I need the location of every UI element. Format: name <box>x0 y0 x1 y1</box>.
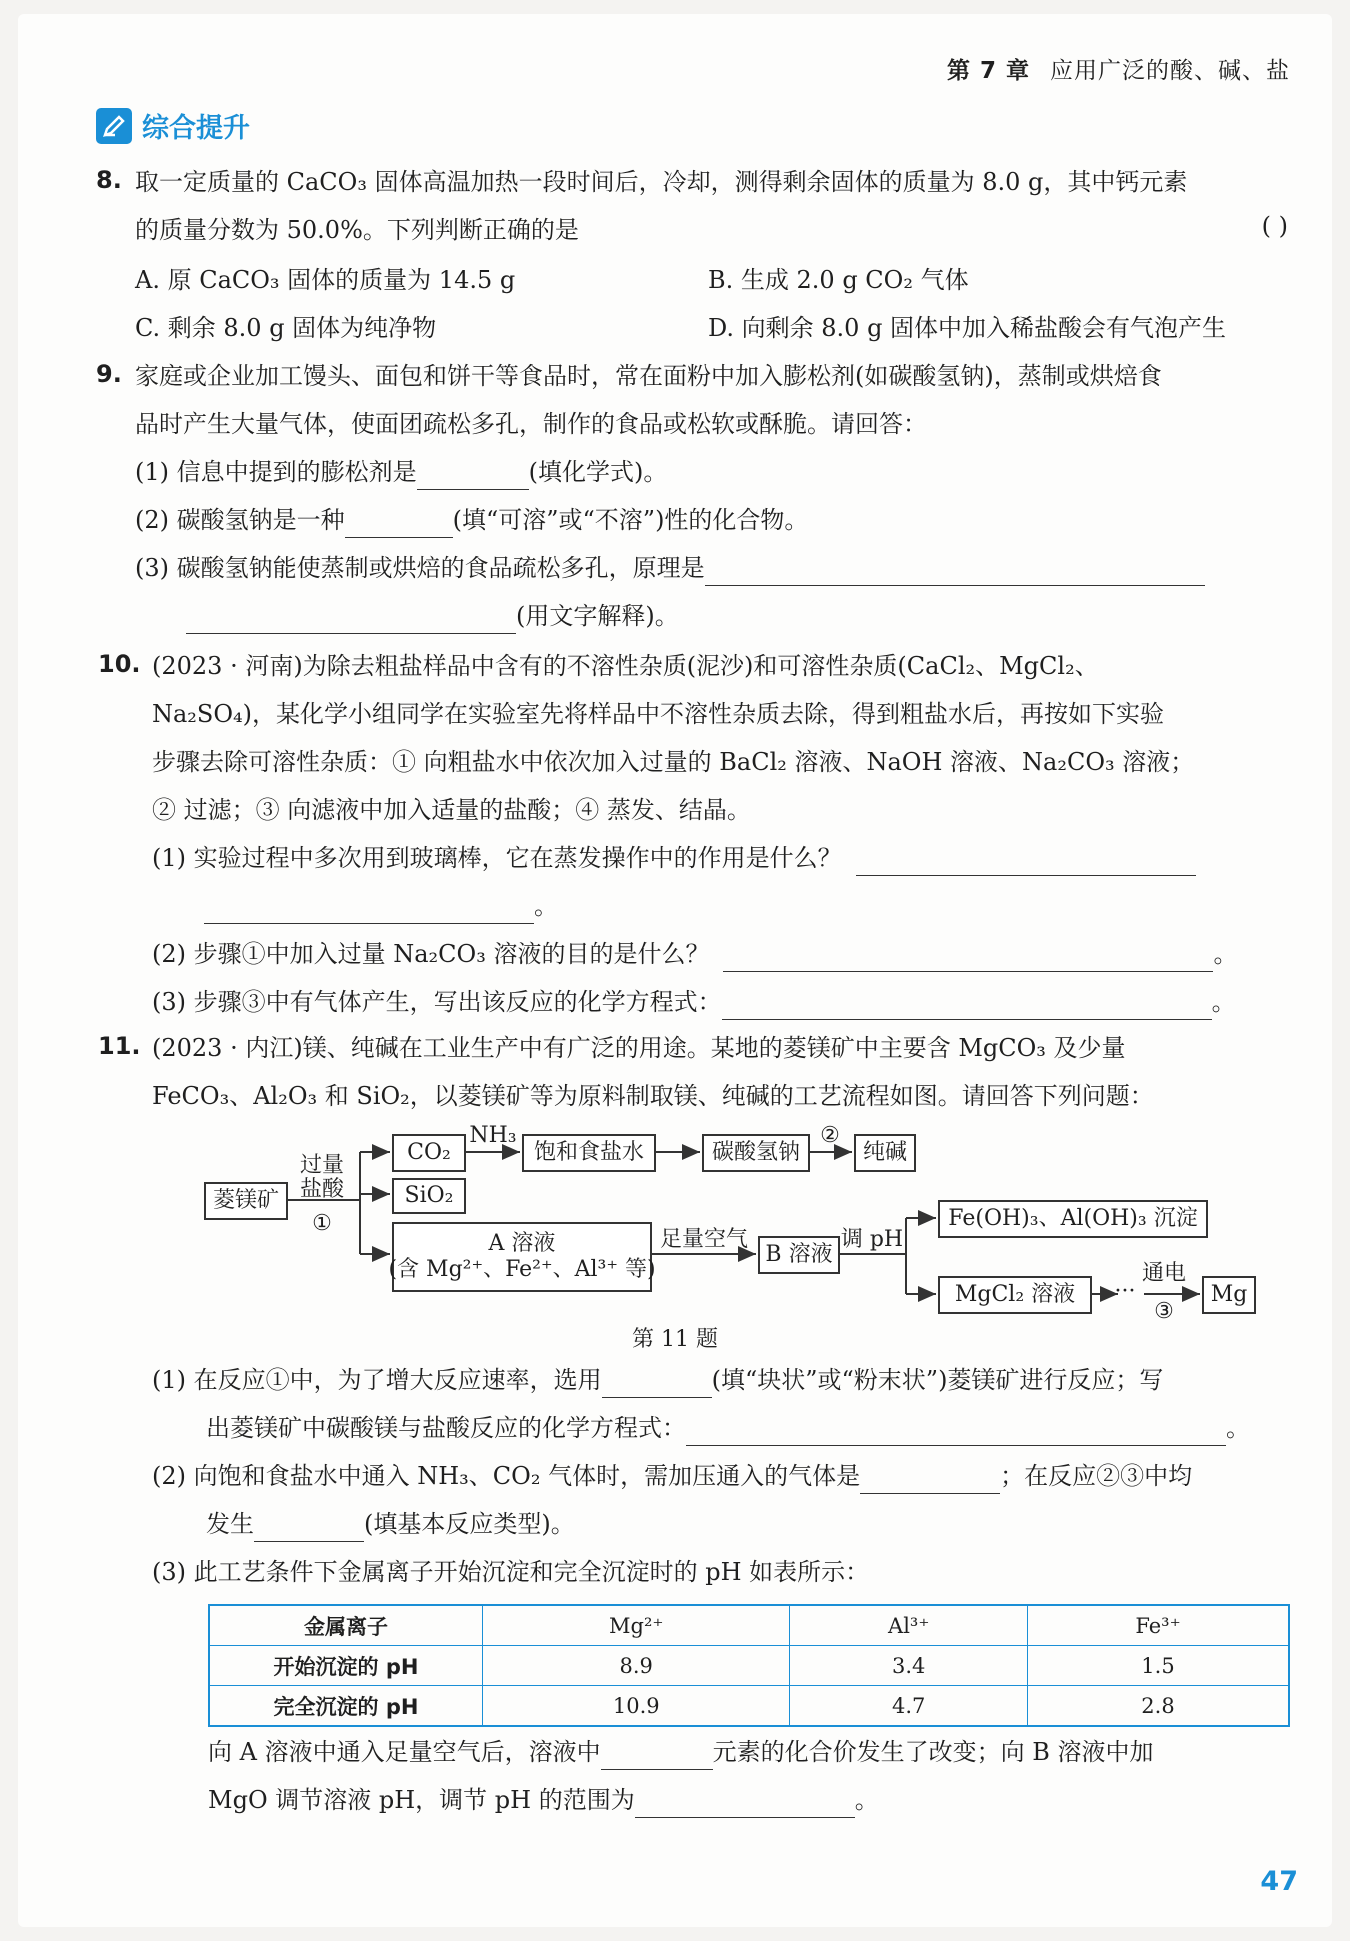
mgcl2-box: MgCl₂ 溶液 <box>938 1276 1092 1314</box>
q11-sub-1 <box>152 1362 1312 1398</box>
answer-blank[interactable] <box>705 557 1205 586</box>
q10-stem-line-1: (2023 · 河南)为除去粗盐样品中含有的不溶性杂质(泥沙)和可溶性杂质(CaCl₂、MgCl₂、 <box>152 652 1099 680</box>
q11-sub-3-prompt: MgO 调节溶液 pH，调节 pH 的范围为 <box>208 1786 635 1814</box>
q9-sub-2-hint: (填“可溶”或“不溶”)性的化合物。 <box>452 506 809 534</box>
q9-sub-3-text: (3) 碳酸氢钠能使蒸制或烘焙的食品疏松多孔，原理是 <box>135 554 705 582</box>
q11-sub-2-hint: (填基本反应类型)。 <box>364 1510 575 1538</box>
q9-sub-3-cont <box>186 598 1346 634</box>
step-1-label: ① <box>312 1211 332 1236</box>
table-header-cell: 金属离子 <box>209 1605 483 1646</box>
answer-blank[interactable] <box>601 1741 713 1770</box>
q8-stem-line-2: 的质量分数为 50.0%。下列判断正确的是 <box>135 216 579 244</box>
q9-stem-line-1: 家庭或企业加工馒头、面包和饼干等食品时，常在面粉中加入膨松剂(如碳酸氢钠)，蒸制或烘焙食 <box>135 362 1162 390</box>
nh3-label: NH₃ <box>469 1123 517 1148</box>
answer-blank[interactable] <box>635 1789 855 1818</box>
period: 。 <box>854 1786 879 1814</box>
option-c: C. 剩余 8.0 g 固体为纯净物 <box>135 314 437 342</box>
excess-label: 过量 <box>299 1153 344 1178</box>
q11-sub-1-text: (1) 在反应①中，为了增大反应速率，选用 <box>152 1366 602 1394</box>
period: 。 <box>1211 988 1236 1016</box>
q11-sub-3-cont: 元素的化合价发生了改变；向 B 溶液中加 <box>712 1738 1154 1766</box>
answer-blank[interactable] <box>254 1513 364 1542</box>
solution-a-title: A 溶液 <box>488 1231 556 1256</box>
table-header-cell: Mg²⁺ <box>483 1605 790 1646</box>
q11-sub-2-line-2 <box>206 1506 1350 1542</box>
q10-sub-2-text: (2) 步骤①中加入过量 Na₂CO₃ 溶液的目的是什么？ <box>152 940 710 968</box>
pencil-icon <box>96 108 132 144</box>
question-number: 9. <box>96 360 122 388</box>
q11-sub-2-prefix: 发生 <box>206 1510 254 1538</box>
table-cell: 4.7 <box>790 1686 1028 1727</box>
answer-blank[interactable] <box>345 509 453 538</box>
period: 。 <box>1226 1414 1250 1442</box>
page-number: 47 <box>1260 1866 1298 1897</box>
q9-sub-2-text: (2) 碳酸氢钠是一种 <box>135 506 345 534</box>
q9-sub-3 <box>135 550 1295 586</box>
answer-blank[interactable] <box>686 1417 1226 1446</box>
precipitate-box: Fe(OH)₃、Al(OH)₃ 沉淀 <box>938 1200 1208 1238</box>
q11-sub-1-cont <box>206 1410 1350 1446</box>
mg-box: Mg <box>1202 1276 1256 1314</box>
answer-blank[interactable] <box>417 461 529 490</box>
solution-a-ions: (含 Mg²⁺、Fe²⁺、Al³⁺ 等) <box>388 1257 656 1282</box>
answer-blank[interactable] <box>204 895 534 924</box>
chapter-header <box>947 52 1290 85</box>
q9-sub-1 <box>135 454 1295 490</box>
solution-a-box <box>388 1222 656 1292</box>
table-header-row <box>209 1605 1289 1646</box>
table-cell: 1.5 <box>1028 1646 1290 1686</box>
step-2-label: ② <box>820 1123 840 1148</box>
q10-sub-1-text: (1) 实验过程中多次用到玻璃棒，它在蒸发操作中的作用是什么？ <box>152 844 842 872</box>
q10-sub-1 <box>152 840 1312 876</box>
table-row-label: 完全沉淀的 pH <box>209 1686 483 1727</box>
adjust-ph-label: 调 pH <box>840 1227 904 1252</box>
acid-label: 盐酸 <box>299 1177 344 1202</box>
section-title: 综合提升 <box>142 113 250 144</box>
q9-sub-3-hint: (用文字解释)。 <box>516 602 679 630</box>
option-b: B. 生成 2.0 g CO₂ 气体 <box>708 266 969 294</box>
table-cell: 3.4 <box>790 1646 1028 1686</box>
answer-blank[interactable] <box>722 991 1212 1020</box>
table-cell: 8.9 <box>483 1646 790 1686</box>
figure-caption: 第 11 题 <box>632 1327 718 1352</box>
ellipsis: ··· <box>1114 1279 1136 1304</box>
table-cell: 10.9 <box>483 1686 790 1727</box>
q8-stem-line-1: 取一定质量的 CaCO₃ 固体高温加热一段时间后，冷却，测得剩余固体的质量为 8.0 g，其中钙元素 <box>135 168 1188 196</box>
chapter-number: 第 7 章 <box>946 58 1030 84</box>
solution-b-box: B 溶液 <box>758 1236 840 1274</box>
answer-blank[interactable] <box>856 847 1196 876</box>
ore-box: 菱镁矿 <box>204 1182 288 1220</box>
soda-box: 纯碱 <box>854 1134 916 1172</box>
q10-stem-line-3: 步骤去除可溶性杂质：① 向粗盐水中依次加入过量的 BaCl₂ 溶液、NaOH 溶液、Na₂CO₃ 溶液； <box>152 748 1195 776</box>
chapter-title: 应用广泛的酸、碱、盐 <box>1050 58 1290 84</box>
q11-stem-line-2: FeCO₃、Al₂O₃ 和 SiO₂，以菱镁矿等为原料制取镁、纯碱的工艺流程如图。请回答下列问题： <box>152 1082 1154 1110</box>
q10-sub-1-cont <box>204 888 1350 924</box>
answer-blank[interactable] <box>186 605 516 634</box>
option-d: D. 向剩余 8.0 g 固体中加入稀盐酸会有气泡产生 <box>708 314 1227 342</box>
section-heading <box>96 106 250 145</box>
table-row <box>209 1646 1289 1686</box>
answer-paren: ( ) <box>1261 212 1288 240</box>
q11-sub-2 <box>152 1458 1312 1494</box>
sio2-box: SiO₂ <box>392 1178 466 1214</box>
q11-stem-line-1: (2023 · 内江)镁、纯碱在工业生产中有广泛的用途。某地的菱镁矿中主要含 MgCO₃ 及少量 <box>152 1034 1126 1062</box>
q11-sub-3-text: 向 A 溶液中通入足量空气后，溶液中 <box>208 1738 601 1766</box>
air-label: 足量空气 <box>659 1227 748 1252</box>
table-header-cell: Fe³⁺ <box>1028 1605 1290 1646</box>
period: 。 <box>534 892 558 920</box>
q10-sub-3 <box>152 984 1312 1020</box>
q10-sub-2 <box>152 936 1312 972</box>
question-number: 11. <box>98 1032 141 1060</box>
q11-sub-3-line-2 <box>208 1782 1350 1818</box>
ph-table <box>208 1604 1290 1727</box>
table-row <box>209 1686 1289 1727</box>
answer-blank[interactable] <box>860 1465 1000 1494</box>
co2-box: CO₂ <box>392 1134 466 1172</box>
q11-sub-1-prompt: 出菱镁矿中碳酸镁与盐酸反应的化学方程式： <box>206 1414 686 1442</box>
question-number: 10. <box>98 650 141 678</box>
answer-blank[interactable] <box>602 1369 712 1398</box>
option-a: A. 原 CaCO₃ 固体的质量为 14.5 g <box>135 266 516 294</box>
q11-sub-3-line-1 <box>208 1734 1350 1770</box>
q10-sub-3-text: (3) 步骤③中有气体产生，写出该反应的化学方程式： <box>152 988 722 1016</box>
q11-sub-1-hint: (填“块状”或“粉末状”)菱镁矿进行反应；写 <box>711 1366 1164 1394</box>
table-row-label: 开始沉淀的 pH <box>209 1646 483 1686</box>
electrolysis-label: 通电 <box>1141 1261 1186 1286</box>
table-header-cell: Al³⁺ <box>790 1605 1028 1646</box>
q9-stem-line-2: 品时产生大量气体，使面团疏松多孔，制作的食品或松软或酥脆。请回答： <box>135 410 927 438</box>
q9-sub-2 <box>135 502 1295 538</box>
q9-sub-1-text: (1) 信息中提到的膨松剂是 <box>135 458 417 486</box>
step-3-label: ③ <box>1154 1299 1174 1324</box>
brine-box: 饱和食盐水 <box>522 1134 656 1172</box>
q9-sub-1-hint: (填化学式)。 <box>528 458 668 486</box>
answer-blank[interactable] <box>723 943 1213 972</box>
table-cell: 2.8 <box>1028 1686 1290 1727</box>
q11-sub-2-cont: ；在反应②③中均 <box>1000 1462 1193 1490</box>
q10-stem-line-4: ② 过滤；③ 向滤液中加入适量的盐酸；④ 蒸发、结晶。 <box>152 796 751 824</box>
nahco3-box: 碳酸氢钠 <box>702 1134 810 1172</box>
q11-sub-3: (3) 此工艺条件下金属离子开始沉淀和完全沉淀时的 pH 如表所示： <box>152 1558 870 1586</box>
question-number: 8. <box>96 166 122 194</box>
q11-sub-2-text: (2) 向饱和食盐水中通入 NH₃、CO₂ 气体时，需加压通入的气体是 <box>152 1462 861 1490</box>
period: 。 <box>1213 940 1238 968</box>
q10-stem-line-2: Na₂SO₄)，某化学小组同学在实验室先将样品中不溶性杂质去除，得到粗盐水后，再按如下实验 <box>152 700 1165 728</box>
